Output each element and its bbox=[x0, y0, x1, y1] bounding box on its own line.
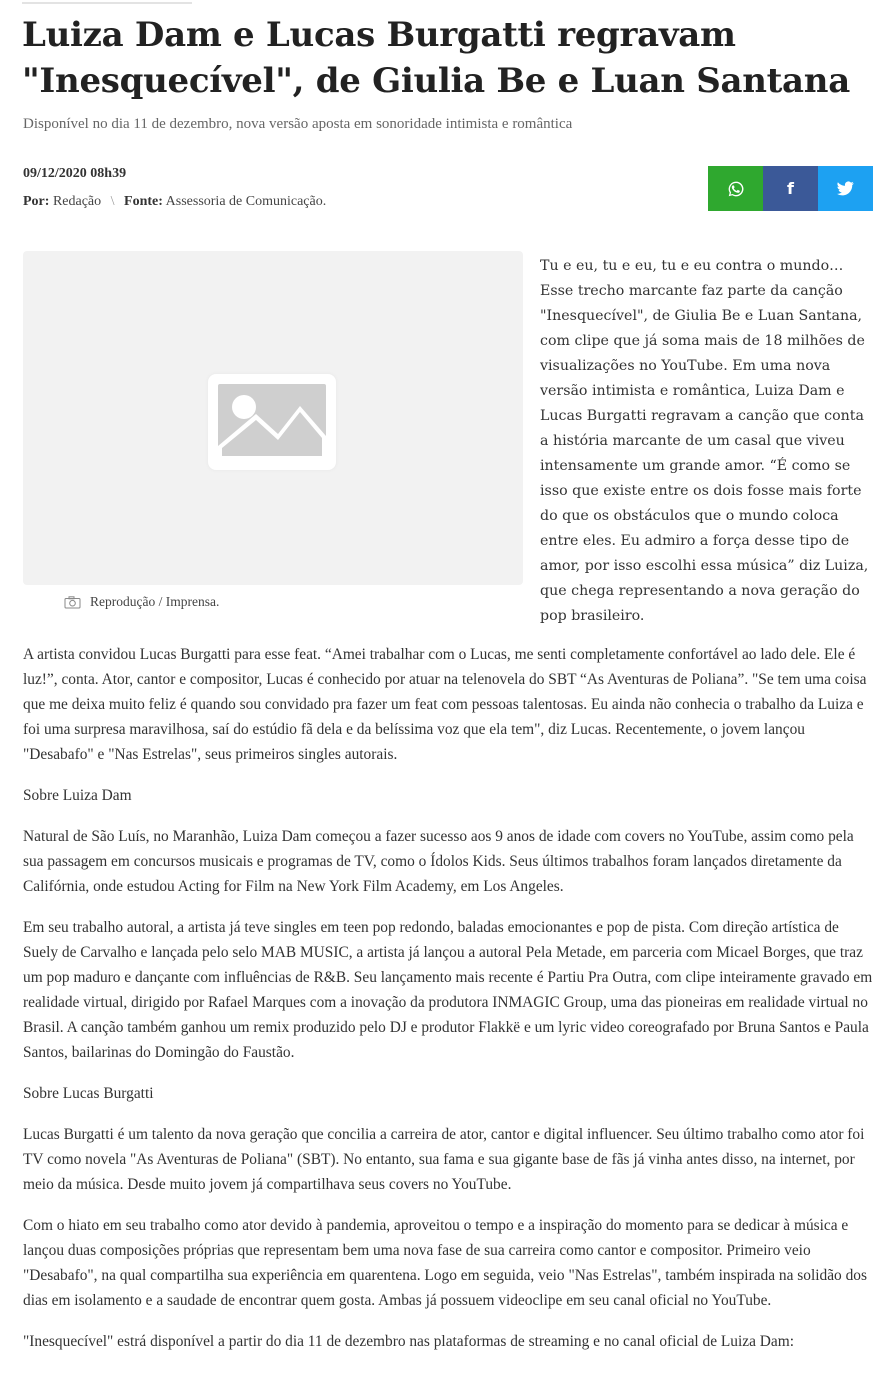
camera-icon bbox=[64, 596, 81, 609]
share-twitter-button[interactable] bbox=[818, 166, 873, 211]
article-credits bbox=[23, 194, 326, 210]
body-paragraph: Com o hiato em seu trabalho como ator devido à pandemia, aproveitou o tempo e a inspiração do momento para se dedicar à música e lançou duas composições próprias que representam bem uma nova fase de sua carreira como cantor e compositor. Primeiro veio "Desabafo", na qual compartilha sua experiência em quarentena. Logo em seguida, veio "Nas Estrelas", também inspirada na solidão dos dias em isolamento e a saudade de encontrar quem gosta. Ambas já possuem videoclipe em seu canal oficial no YouTube. bbox=[23, 1217, 867, 1309]
image-caption bbox=[64, 594, 219, 610]
section-heading-lucas: Sobre Lucas Burgatti bbox=[23, 1085, 154, 1102]
image-placeholder-icon bbox=[208, 374, 336, 470]
publish-date: 09/12/2020 08h39 bbox=[23, 166, 127, 181]
source-label: Fonte: bbox=[124, 194, 163, 209]
credits-separator: \ bbox=[110, 194, 115, 209]
page-title: Luiza Dam e Lucas Burgatti regravam "Inesquecível", de Giulia Be e Luan Santana bbox=[22, 15, 850, 101]
source-name: Assessoria de Comunicação. bbox=[165, 194, 327, 209]
caption-text: Reprodução / Imprensa. bbox=[90, 594, 220, 609]
body-paragraph: A artista convidou Lucas Burgatti para esse feat. “Amei trabalhar com o Lucas, me senti completamente confortável ao lado dele. Ele é luz!”, conta. Ator, cantor e compositor, Lucas é conhecido por atuar na telenovela do SBT “As Aventuras de Poliana”. "Se tem uma coisa que me deixa muito feliz é quando sou convidado pra fazer um feat com pessoas talentosas. Eu ainda não conhecia o trabalho da Luiza e foi uma surpresa maravilhosa, saí do estúdio fã dela e da belíssima voz que ela tem", diz Lucas. Recentemente, o jovem lançou "Desabafo" e "Nas Estrelas", seus primeiros singles autorais. bbox=[23, 646, 867, 763]
facebook-icon: f bbox=[787, 179, 794, 198]
twitter-icon bbox=[837, 181, 854, 196]
section-heading-luiza: Sobre Luiza Dam bbox=[23, 787, 132, 804]
share-whatsapp-button[interactable] bbox=[708, 166, 763, 211]
image-placeholder bbox=[208, 374, 336, 470]
share-facebook-button[interactable] bbox=[763, 166, 818, 211]
author-label: Por: bbox=[23, 194, 50, 209]
body-paragraph: Lucas Burgatti é um talento da nova geração que concilia a carreira de ator, cantor e digital influencer. Seu último trabalho como ator foi TV como novela "As Aventuras de Poliana" (SBT). No entanto, sua fama e sua gigante base de fãs já vinha antes disso, na internet, por meio da música. Desde muito jovem já compartilhava seus covers no YouTube. bbox=[23, 1126, 865, 1193]
intro-paragraph: Tu e eu, tu e eu, tu e eu contra o mundo… Esse trecho marcante faz parte da canção "Inesquecível", de Giulia Be e Luan Santana, com clipe que já soma mais de 18 milhões de visualizações no YouTube. Em uma nova versão intimista e romântica, Luiza Dam e Lucas Burgatti regravam a canção que conta a história marcante de um casal que viveu intensamente um grande amor. “É como se isso que existe entre os dois fosse mais forte do que os obstáculos que o mundo coloca entre eles. Eu admiro a força desse tipo de amor, por isso escolhi essa música” diz Luiza, que chega representando a nova geração do pop brasileiro. bbox=[540, 258, 869, 624]
share-bar bbox=[708, 166, 873, 211]
body-paragraph: Em seu trabalho autoral, a artista já teve singles em teen pop redondo, baladas emocionantes e pop de pista. Com direção artística de Suely de Carvalho e lançada pelo selo MAB MUSIC, a artista já lançou a autoral Pela Metade, em parceria com Micael Borges, que traz um pop maduro e dançante com influências de R&B. Seu lançamento mais recente é Partiu Pra Outra, com clipe inteiramente gravado em realidade virtual, dirigido por Rafael Marques com a inovação da produtora INMAGIC Group, uma das pioneiras em realidade virtual no Brasil. A canção também ganhou um remix produzido pelo DJ e produtor Flakkë e um lyric video coreografado por Bruna Santos e Paula Santos, bailarinas do Domingão do Faustão. bbox=[23, 919, 873, 1061]
top-divider bbox=[22, 0, 192, 4]
author-name: Redação bbox=[52, 194, 102, 209]
whatsapp-icon bbox=[727, 180, 745, 198]
body-paragraph: "Inesquecível" estrá disponível a partir do dia 11 de dezembro nas plataformas de streaming e no canal oficial de Luiza Dam: bbox=[23, 1333, 794, 1350]
body-paragraph: Natural de São Luís, no Maranhão, Luiza Dam começou a fazer sucesso aos 9 anos de idade com covers no YouTube, assim como pela sua passagem em concursos musicais e programas de TV, como o Ídolos Kids. Seus últimos trabalhos foram lançados diretamente da Califórnia, onde estudou Acting for Film na New York Film Academy, em Los Angeles. bbox=[23, 828, 854, 895]
article-subtitle: Disponível no dia 11 de dezembro, nova versão aposta em sonoridade intimista e romântica bbox=[23, 116, 573, 132]
article-image bbox=[23, 251, 523, 585]
article-body bbox=[23, 642, 873, 1370]
